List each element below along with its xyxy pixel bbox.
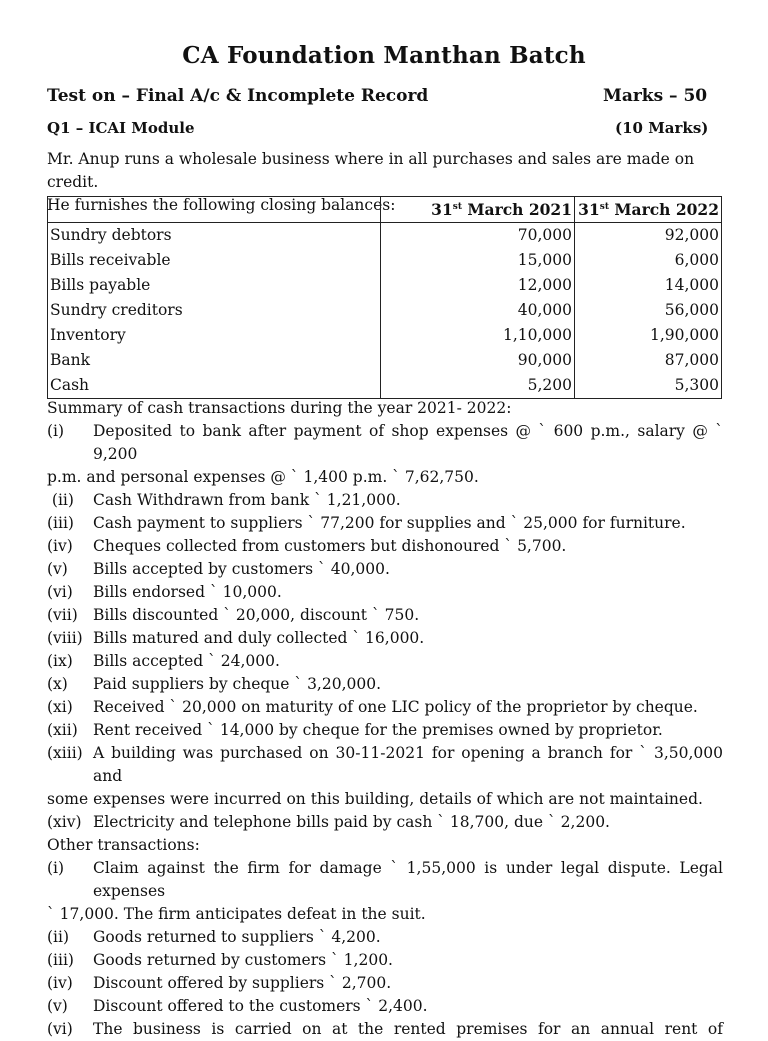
transactions-section [47,397,723,1041]
row-item: Cash [48,373,381,399]
item-text: Claim against the firm for damage ` 1,55,000 is under legal dispute. Legal expenses [93,859,723,900]
item-number: (v) [47,997,68,1015]
item-text: Cheques collected from customers but dishonoured ` 5,700. [93,537,567,555]
intro-line: He furnishes the following closing balances: [47,196,396,214]
row-value-2021: 40,000 [381,298,575,323]
header-cell-item [48,197,381,223]
item-number: (x) [47,675,68,693]
list-item [47,811,723,834]
row-item: Bank [48,348,381,373]
item-number: (xiv) [47,813,82,831]
item-number: (vi) [47,1020,73,1038]
list-item [47,696,723,719]
question-label: Q1 – ICAI Module [47,119,195,137]
item-continuation: ` 17,000. The firm anticipates defeat in the suit. [47,905,426,923]
item-number: (iv) [47,974,73,992]
row-value-2022: 1,90,000 [575,323,722,348]
item-text: The business is carried on at the rented premises for an annual rent of [93,1020,723,1038]
header-cell-2021: 31st March 2021 [381,197,575,223]
item-text: Goods returned by customers ` 1,200. [93,951,393,969]
list-item [47,627,723,650]
item-number: (iii) [47,951,74,969]
table-row [48,323,722,348]
row-item: Sundry creditors [48,298,381,323]
list-item [47,742,723,788]
list-item [47,673,723,696]
item-number: (xii) [47,721,78,739]
question-marks: (10 Marks) [615,119,709,137]
list-item [47,926,723,949]
item-number: (viii) [47,629,83,647]
table-row [48,273,722,298]
item-text: A building was purchased on 30-11-2021 for opening a branch for ` 3,50,000 and [93,744,723,785]
list-item [47,650,723,673]
list-item [47,1018,723,1041]
intro-line: Mr. Anup runs a wholesale business where in all purchases and sales are made on credit. [47,150,695,191]
item-text: Bills discounted ` 20,000, discount ` 750. [93,606,420,624]
list-item [47,995,723,1018]
item-text: Cash Withdrawn from bank ` 1,21,000. [93,491,401,509]
item-text: Bills matured and duly collected ` 16,000. [93,629,425,647]
row-value-2022: 92,000 [575,223,722,249]
item-text: Rent received ` 14,000 by cheque for the premises owned by proprietor. [93,721,663,739]
item-text: Received ` 20,000 on maturity of one LIC policy of the proprietor by cheque. [93,698,698,716]
item-number: (ii) [47,491,74,509]
list-item [47,558,723,581]
closing-balances-table [47,196,722,399]
list-item [47,949,723,972]
item-text: Bills endorsed ` 10,000. [93,583,282,601]
row-value-2021: 12,000 [381,273,575,298]
list-item [47,604,723,627]
list-item [47,972,723,995]
row-value-2022: 6,000 [575,248,722,273]
item-number: (ii) [47,928,70,946]
marks-label: Marks – 50 [603,86,708,106]
row-value-2021: 1,10,000 [381,323,575,348]
test-label: Test on – Final A/c & Incomplete Record [47,86,429,106]
item-text: Deposited to bank after payment of shop expenses @ ` 600 p.m., salary @ ` 9,200 [93,422,723,463]
list-item [47,420,723,466]
table-row [48,348,722,373]
item-number: (iii) [47,514,74,532]
item-number: (xi) [47,698,73,716]
list-item [47,489,723,512]
row-value-2021: 5,200 [381,373,575,399]
item-number: (i) [47,422,65,440]
item-text: Bills accepted by customers ` 40,000. [93,560,390,578]
item-number: (vi) [47,583,73,601]
list-item [47,857,723,903]
row-value-2022: 5,300 [575,373,722,399]
item-number: (iv) [47,537,73,555]
other-transactions-heading: Other transactions: [47,836,200,854]
item-text: Cash payment to suppliers ` 77,200 for supplies and ` 25,000 for furniture. [93,514,686,532]
page-title: CA Foundation Manthan Batch [182,42,586,69]
table-row [48,223,722,249]
table-row [48,298,722,323]
item-text: Goods returned to suppliers ` 4,200. [93,928,381,946]
item-number: (vii) [47,606,78,624]
table-row [48,248,722,273]
row-value-2021: 90,000 [381,348,575,373]
item-text: Discount offered to the customers ` 2,400. [93,997,428,1015]
table-header-row [48,197,722,223]
list-item [47,535,723,558]
item-number: (xiii) [47,744,83,762]
row-item: Bills payable [48,273,381,298]
row-item: Sundry debtors [48,223,381,249]
item-number: (i) [47,859,65,877]
item-continuation: some expenses were incurred on this building, details of which are not maintained. [47,790,703,808]
row-value-2021: 70,000 [381,223,575,249]
item-text: Electricity and telephone bills paid by cash ` 18,700, due ` 2,200. [93,813,610,831]
table-row [48,373,722,399]
item-text: Discount offered by suppliers ` 2,700. [93,974,392,992]
item-number: (v) [47,560,68,578]
row-item: Bills receivable [48,248,381,273]
row-item: Inventory [48,323,381,348]
header-cell-2022: 31st March 2022 [575,197,722,223]
cash-summary-heading: Summary of cash transactions during the year 2021- 2022: [47,399,512,417]
item-text: Bills accepted ` 24,000. [93,652,280,670]
item-text: Paid suppliers by cheque ` 3,20,000. [93,675,382,693]
list-item [47,581,723,604]
item-number: (ix) [47,652,73,670]
list-item [47,719,723,742]
row-value-2021: 15,000 [381,248,575,273]
row-value-2022: 56,000 [575,298,722,323]
row-value-2022: 14,000 [575,273,722,298]
list-item [47,512,723,535]
row-value-2022: 87,000 [575,348,722,373]
item-continuation: p.m. and personal expenses @ ` 1,400 p.m. ` 7,62,750. [47,468,479,486]
